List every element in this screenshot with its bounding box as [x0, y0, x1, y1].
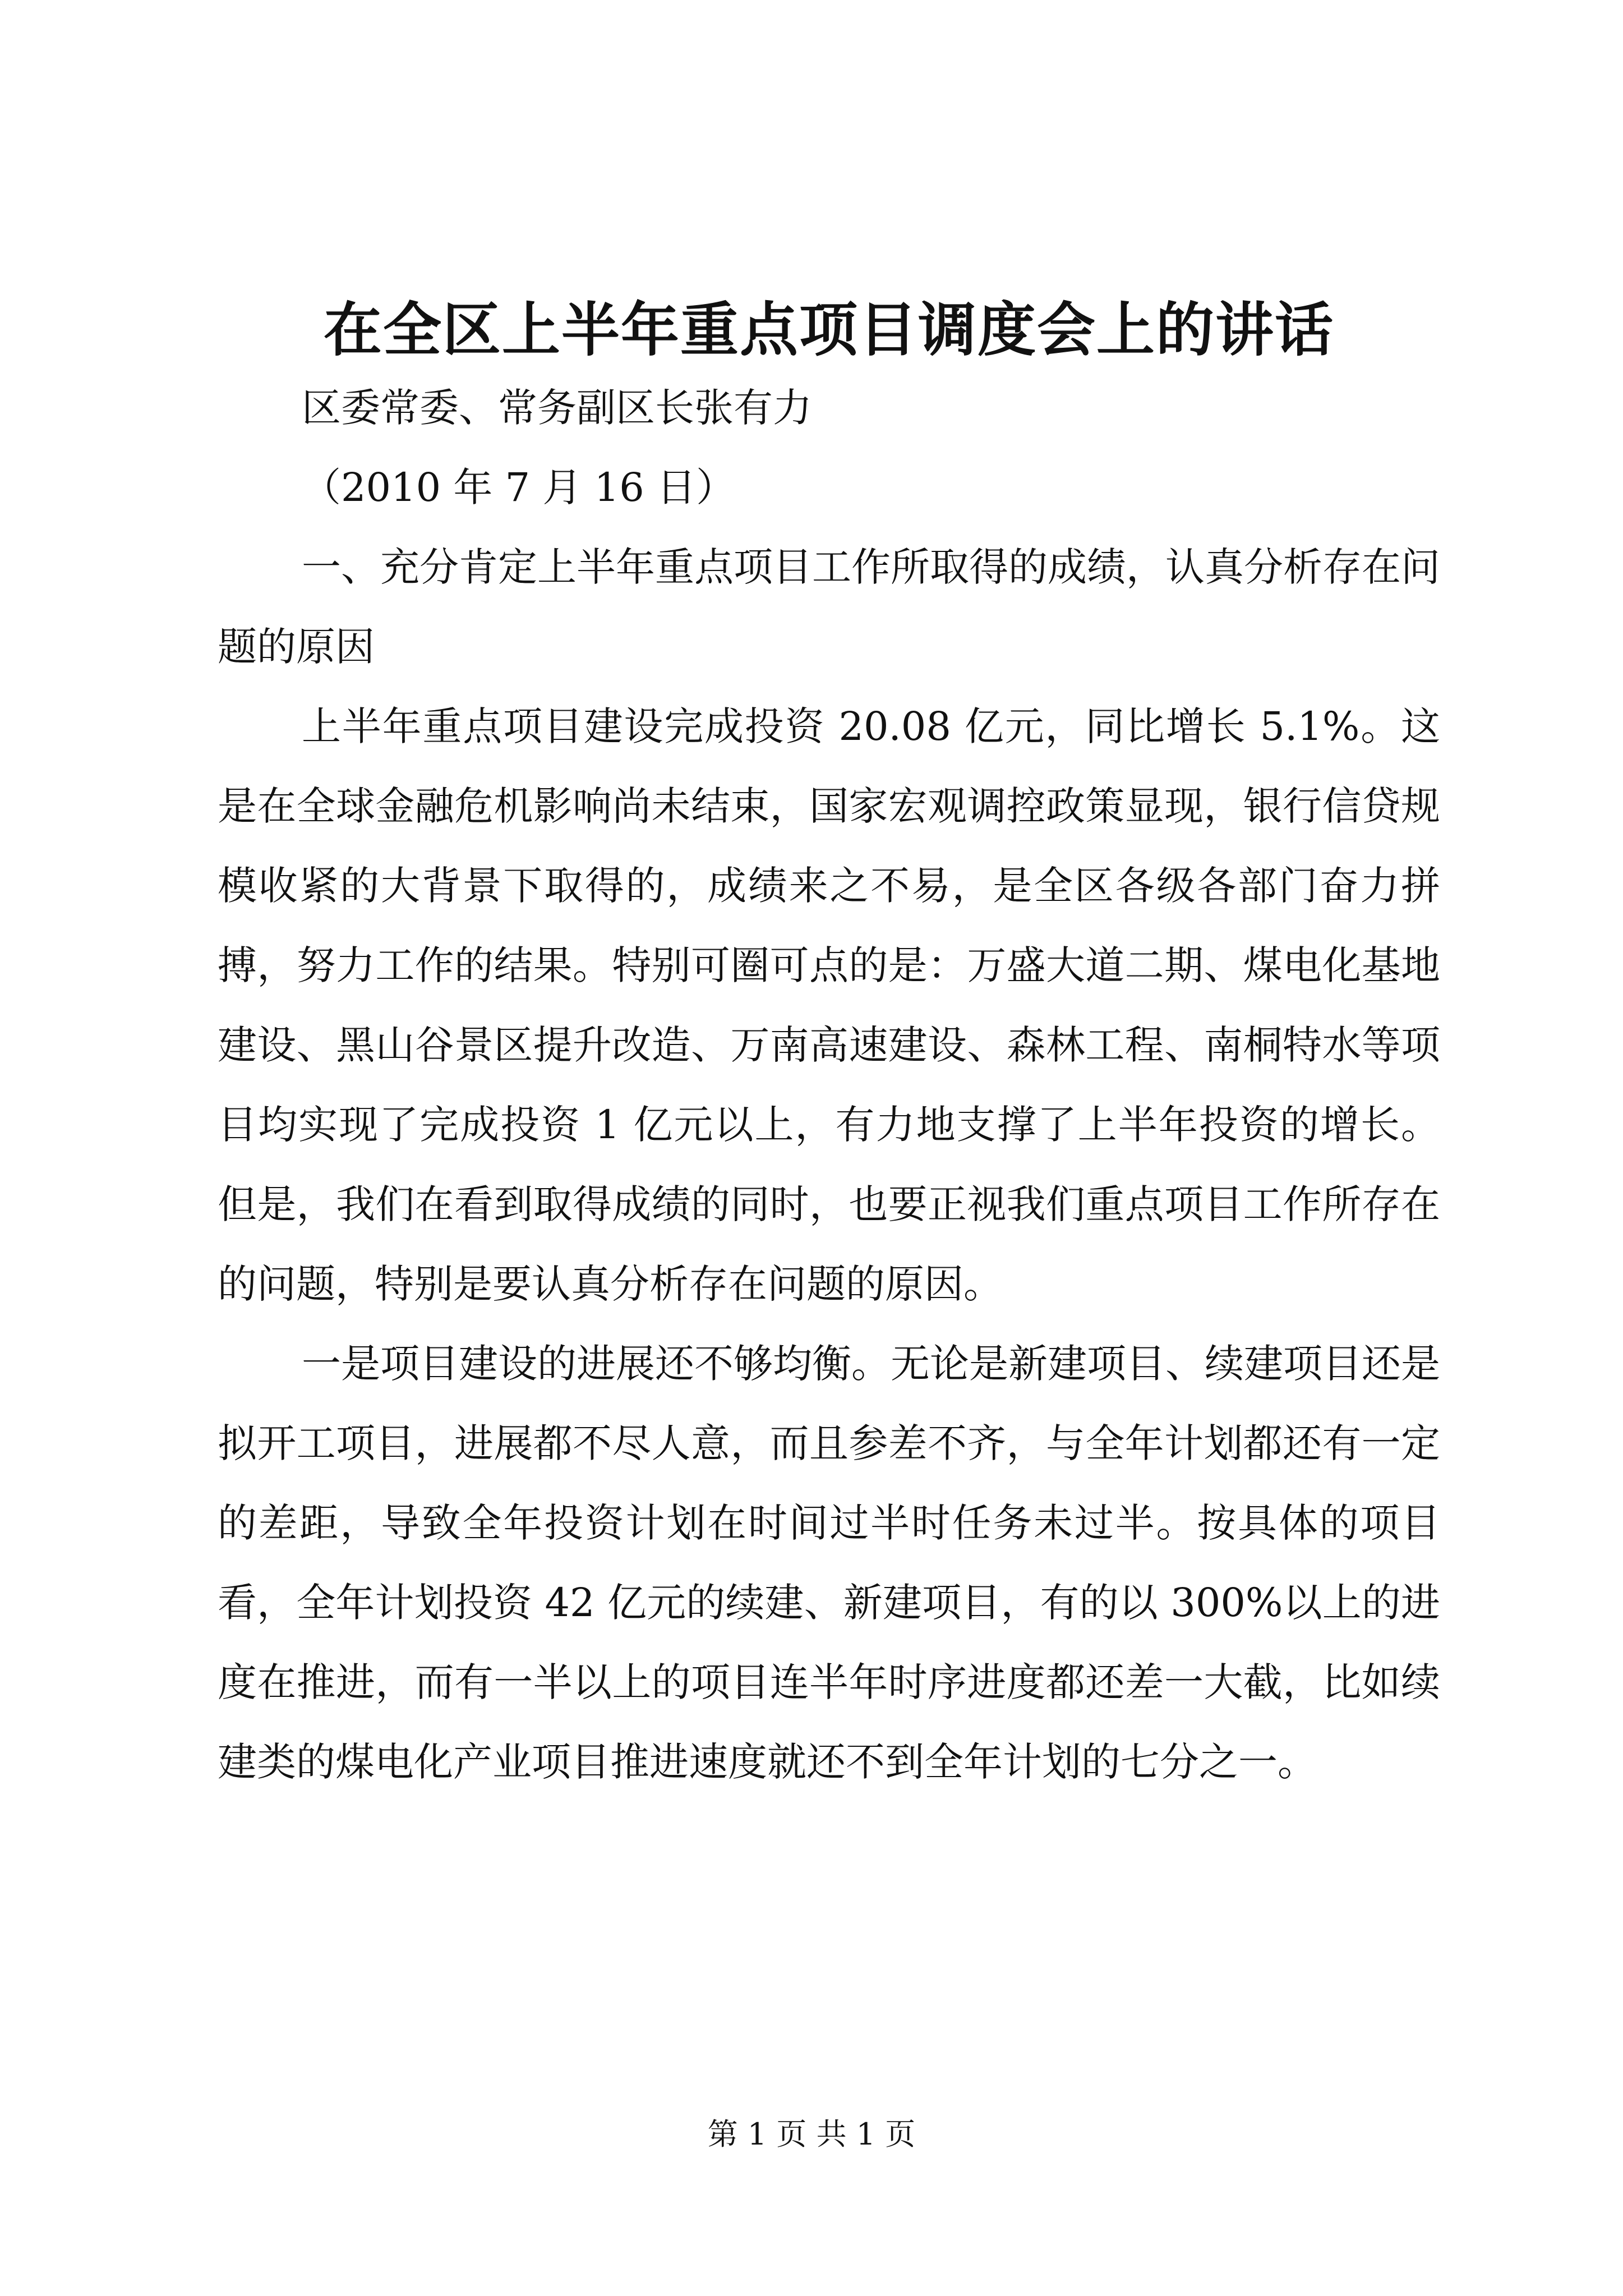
document-body: [218, 292, 1440, 1802]
page-footer: 第 1 页 共 1 页: [707, 2116, 916, 2152]
paragraph-imbalance: 一是项目建设的进展还不够均衡。无论是新建项目、续建项目还是拟开工项目，进展都不尽人意，而且参差不齐，与全年计划都还有一定的差距，导致全年投资计划在时间过半时任务未过半。按具体的项目看，全年计划投资 42 亿元的续建、新建项目，有的以 300%以上的进度在推进，而有一半以上的项目连半年时序进度都还差一大截，比如续建类的煤电化产业项目推进速度就还不到全年计划的七分之一。: [218, 1341, 1440, 1785]
document-title: 在全区上半年重点项目调度会上的讲话: [323, 295, 1334, 364]
paragraph-achievements: 上半年重点项目建设完成投资 20.08 亿元，同比增长 5.1%。这是在全球金融危机影响尚未结束，国家宏观调控政策显现，银行信贷规模收紧的大背景下取得的，成绩来之不易，是全区各级各部门奋力拼搏，努力工作的结果。特别可圈可点的是：万盛大道二期、煤电化基地建设、黑山谷景区提升改造、万南高速建设、森林工程、南桐特水等项目均实现了完成投资 1 亿元以上，有力地支撑了上半年投资的增长。但是，我们在看到取得成绩的同时，也要正视我们重点项目工作所存在的问题，特别是要认真分析存在问题的原因。: [218, 703, 1440, 1307]
author-line: 区委常委、常务副区长张有力: [302, 385, 812, 431]
date-line: （2010 年 7 月 16 日）: [302, 464, 736, 510]
section-heading: 一、充分肯定上半年重点项目工作所取得的成绩，认真分析存在问题的原因: [218, 544, 1440, 670]
